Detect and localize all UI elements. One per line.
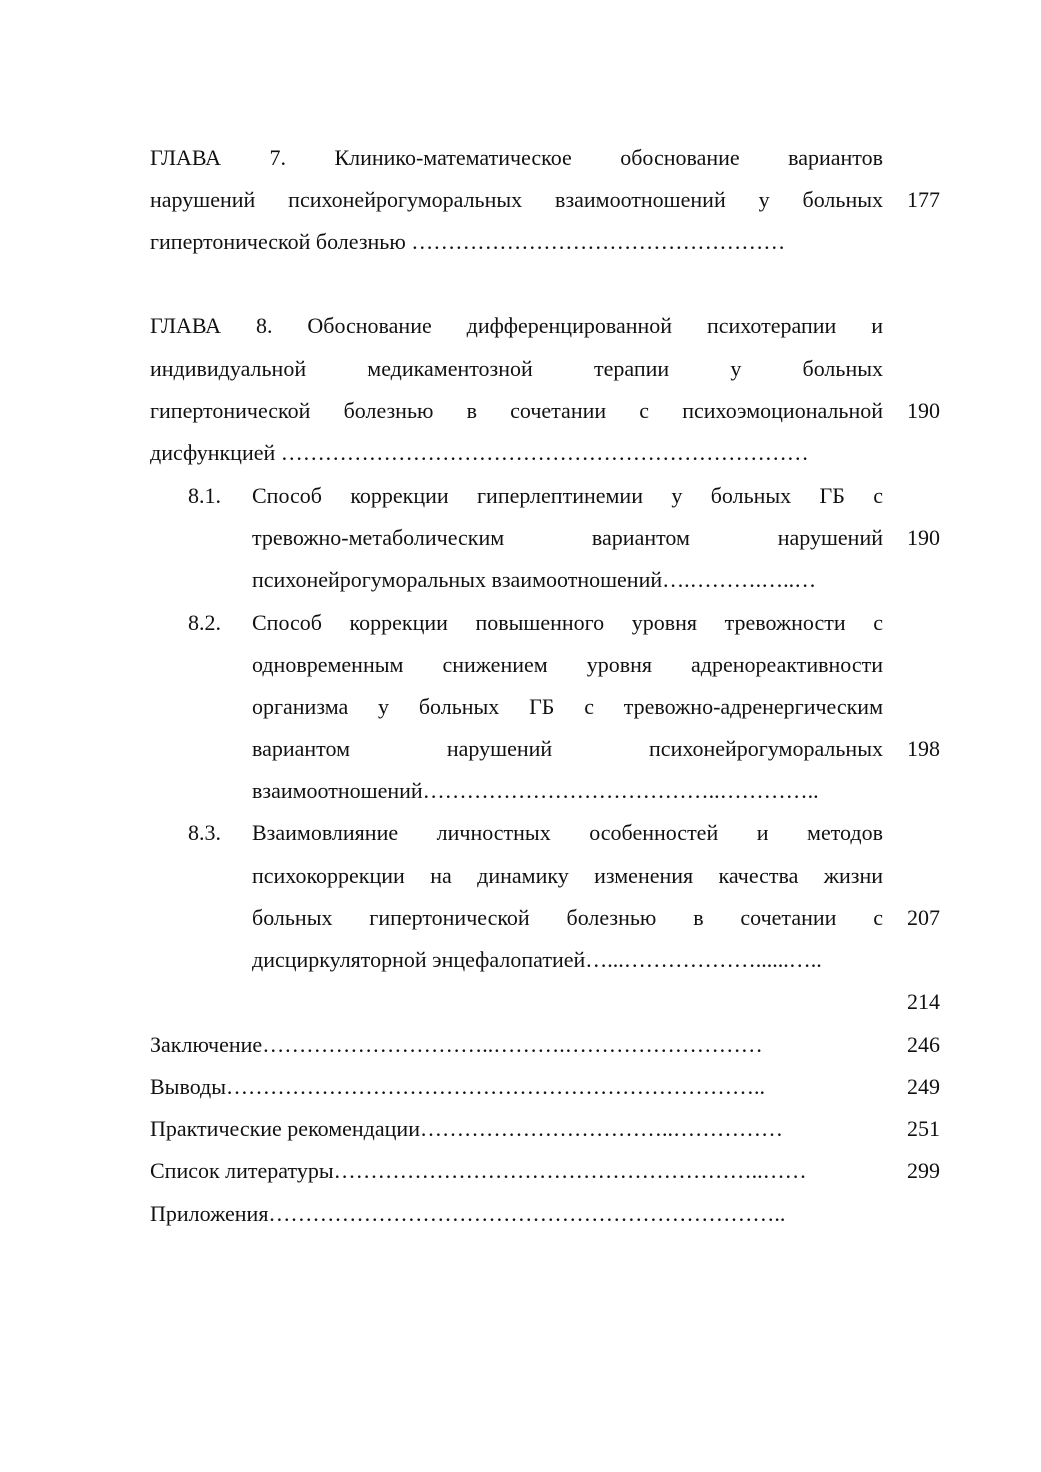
toc-entry-title: Выводы……………………………………………………………….. (150, 1074, 766, 1099)
toc-entry-line: ГЛАВА 8. Обоснование дифференцированной психотерапии и (150, 313, 883, 338)
toc-entry-line: гипертонической болезнью в сочетании с психоэмоциональной (150, 398, 883, 423)
toc-entry-line: нарушений психонейрогуморальных взаимоотношений у больных (150, 187, 883, 212)
section-number: 8.2. (188, 610, 221, 635)
toc-page-number: 177 (907, 187, 940, 212)
toc-page-number: 214 (907, 989, 940, 1014)
toc-entry-line: гипертонической болезнью …………………………………………… (150, 229, 786, 254)
section-number: 8.3. (188, 820, 221, 845)
toc-entry-title: Практические рекомендации……………………………..…………… (150, 1116, 783, 1141)
toc-entry-title: Приложения…………………………………………………………….. (150, 1201, 786, 1226)
toc-entry-line: индивидуальной медикаментозной терапии у больных (150, 356, 883, 381)
toc-page-number: 198 (907, 736, 940, 761)
toc-page-number: 251 (907, 1116, 940, 1141)
toc-entry-line: ГЛАВА 7. Клинико-математическое обоснование вариантов (150, 145, 883, 170)
toc-entry-line: тревожно-метаболическим вариантом нарушений (252, 525, 883, 550)
toc-page-number: 190 (907, 398, 940, 423)
toc-entry-line: организма у больных ГБ с тревожно-адренергическим (252, 694, 883, 719)
toc-entry-line: психонейрогуморальных взаимоотношений….……….…..… (252, 567, 817, 592)
toc-page-number: 299 (907, 1158, 940, 1183)
toc-entry-line: взаимоотношений…………………………………..………….. (252, 778, 819, 803)
section-number: 8.1. (188, 483, 221, 508)
toc-entry-line: дисфункцией ……………………………………………………………… (150, 440, 809, 465)
toc-entry-line: Способ коррекции повышенного уровня тревожности с (252, 610, 883, 635)
toc-entry-line: Способ коррекции гиперлептинемии у больных ГБ с (252, 483, 883, 508)
toc-entry-title: Заключение…………………………..……….……………………… (150, 1032, 763, 1057)
toc-entry-line: одновременным снижением уровня адренореактивности (252, 652, 883, 677)
toc-page-number: 207 (907, 905, 940, 930)
toc-entry-title: Список литературы…………………………………………………..…… (150, 1158, 807, 1183)
toc-page-number: 249 (907, 1074, 940, 1099)
toc-entry-line: дисциркуляторной энцефалопатией…...………………......….. (252, 947, 822, 972)
toc-entry-line: психокоррекции на динамику изменения качества жизни (252, 863, 883, 888)
toc-page-number: 190 (907, 525, 940, 550)
toc-entry-line: Взаимовлияние личностных особенностей и методов (252, 820, 883, 845)
toc-page-number: 246 (907, 1032, 940, 1057)
toc-entry-line: больных гипертонической болезнью в сочетании с (252, 905, 883, 930)
toc-entry-line: вариантом нарушений психонейрогуморальных (252, 736, 883, 761)
